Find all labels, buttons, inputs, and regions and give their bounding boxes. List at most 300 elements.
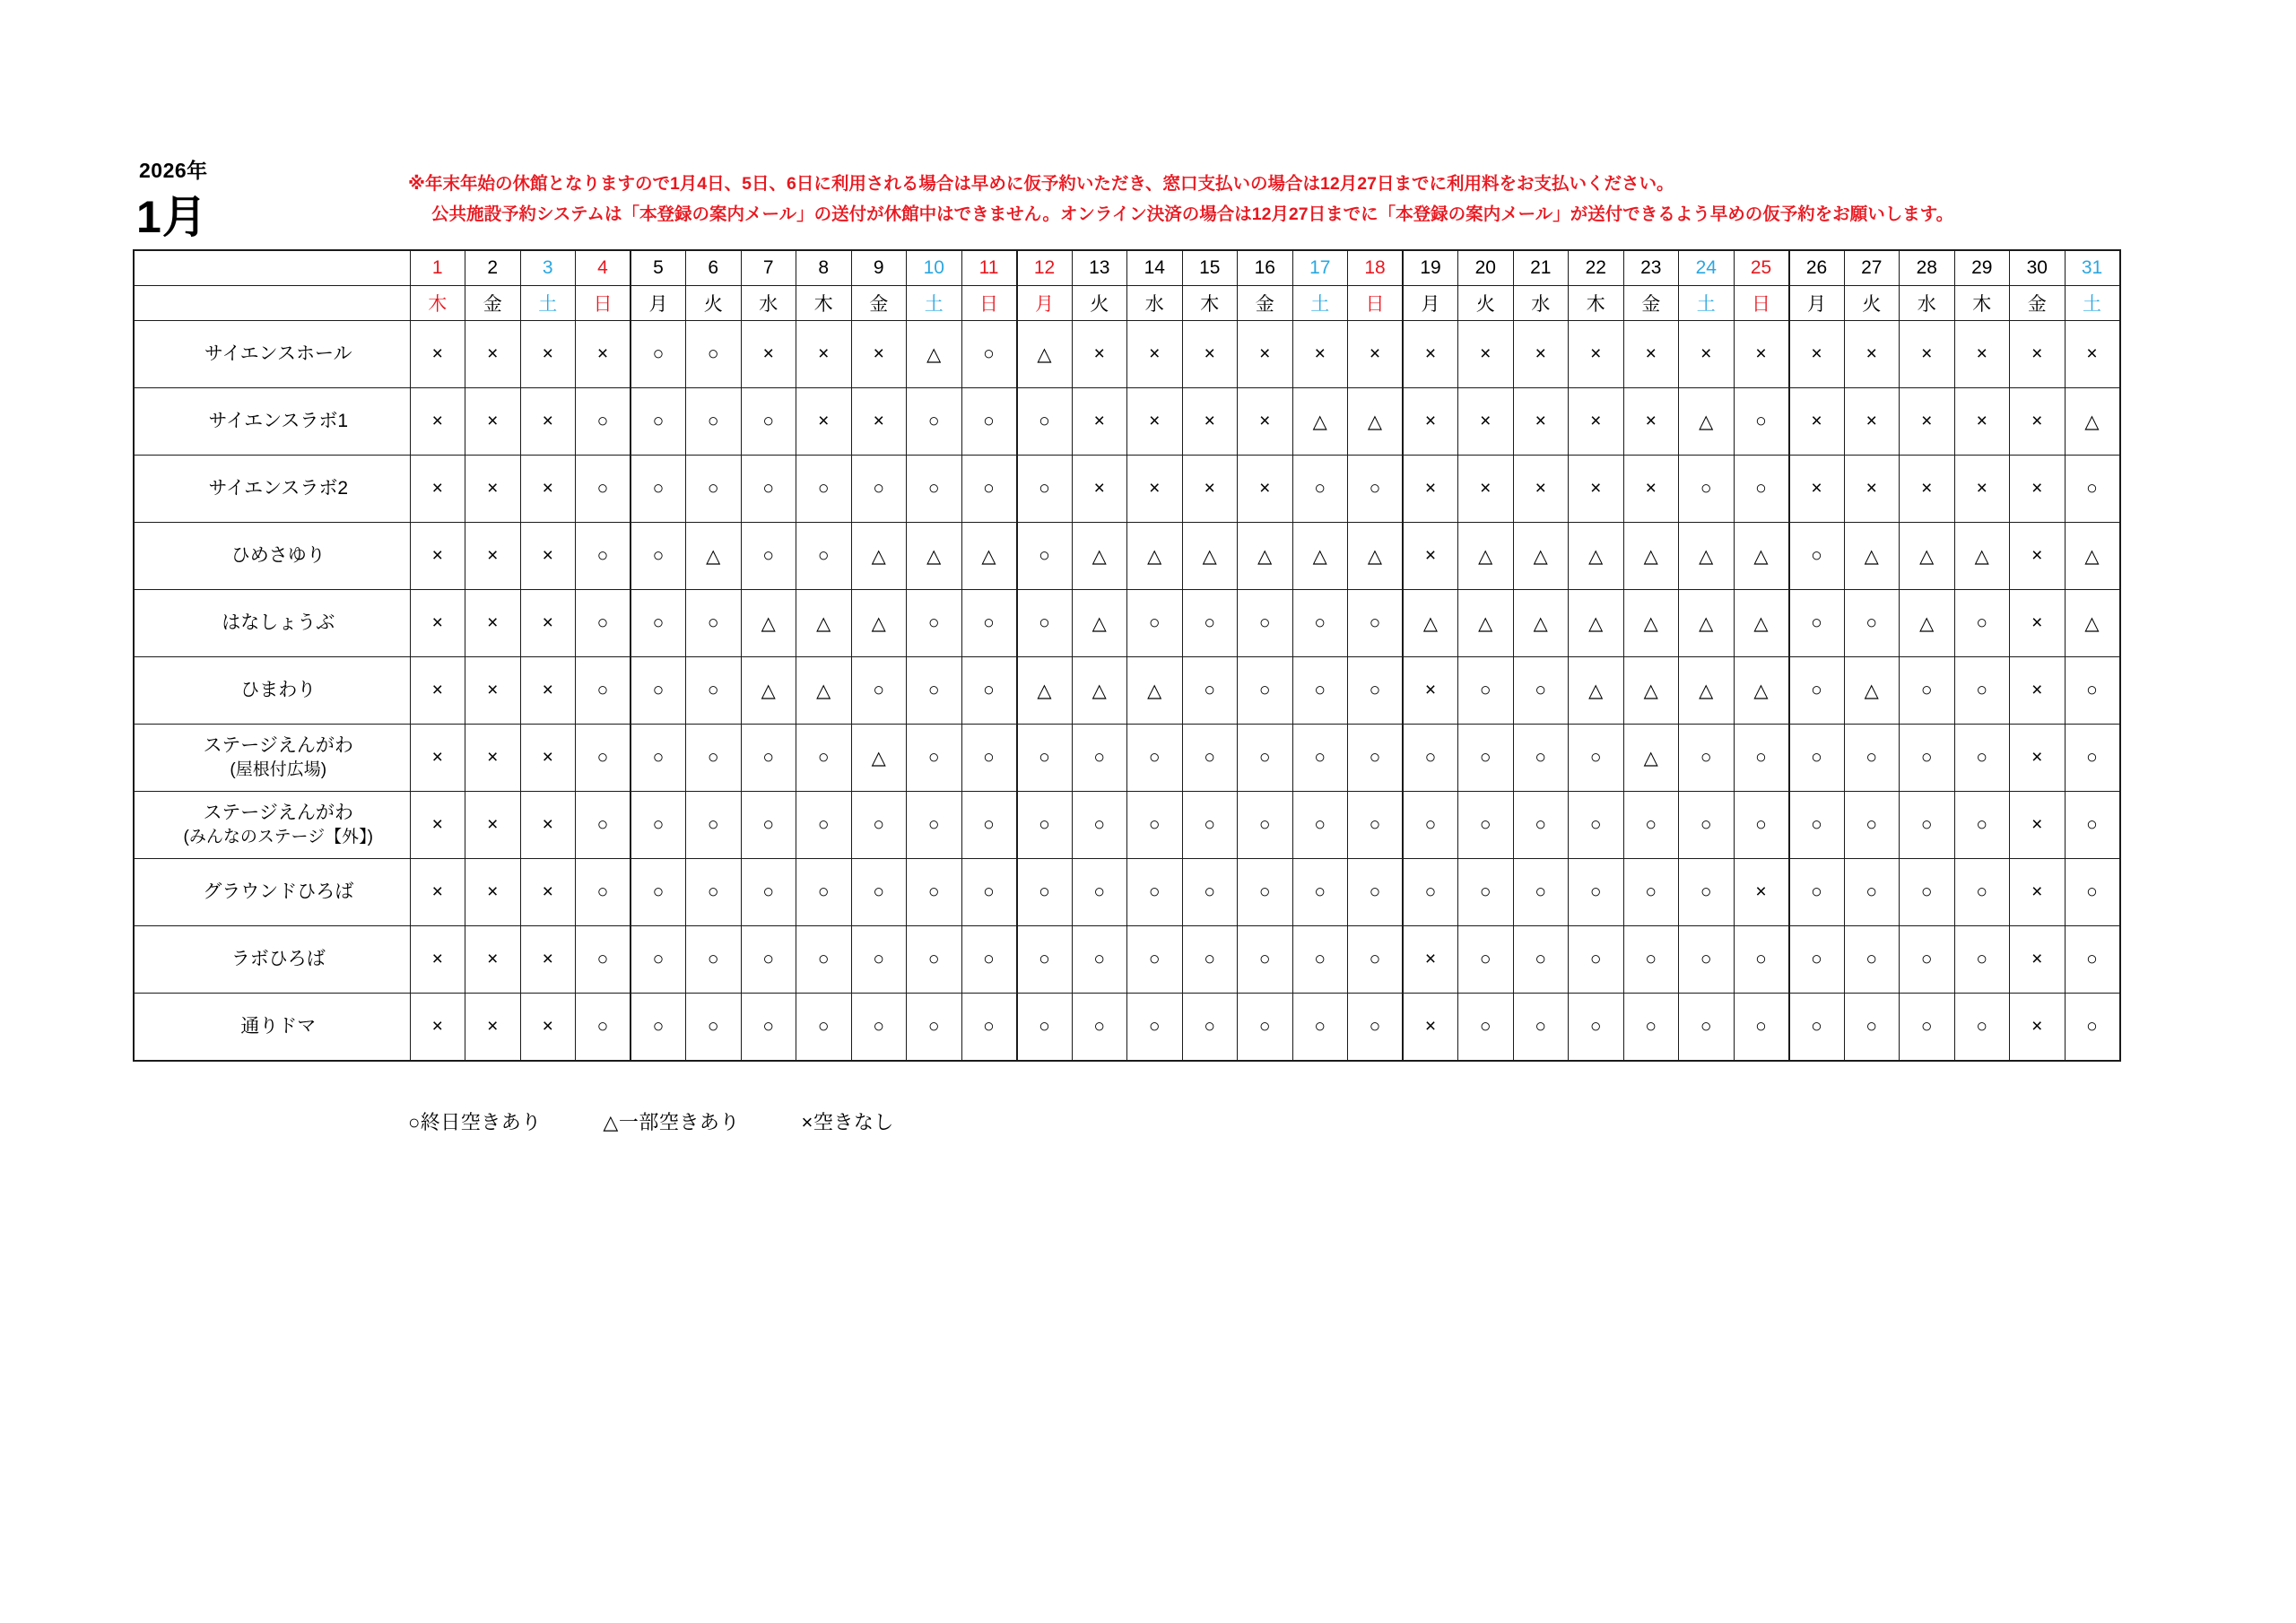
- availability-cell[interactable]: ×: [2010, 523, 2066, 590]
- availability-cell[interactable]: △: [1679, 590, 1735, 657]
- availability-cell[interactable]: ×: [465, 456, 521, 523]
- availability-cell[interactable]: ×: [1569, 456, 1624, 523]
- availability-cell[interactable]: ×: [1623, 388, 1679, 456]
- availability-cell[interactable]: △: [1348, 523, 1404, 590]
- availability-cell[interactable]: ○: [576, 926, 631, 994]
- availability-cell[interactable]: ○: [961, 456, 1017, 523]
- availability-cell[interactable]: ×: [2065, 321, 2120, 388]
- availability-cell[interactable]: ○: [1238, 792, 1293, 859]
- availability-cell[interactable]: ○: [1127, 994, 1183, 1062]
- availability-cell[interactable]: ×: [1403, 456, 1458, 523]
- availability-cell[interactable]: ○: [741, 994, 796, 1062]
- availability-cell[interactable]: ○: [907, 926, 962, 994]
- availability-cell[interactable]: ○: [1513, 657, 1569, 725]
- availability-cell[interactable]: ○: [1844, 859, 1900, 926]
- availability-cell[interactable]: ○: [1292, 792, 1348, 859]
- availability-cell[interactable]: ○: [1017, 859, 1073, 926]
- availability-cell[interactable]: ×: [1403, 523, 1458, 590]
- availability-cell[interactable]: ×: [2010, 321, 2066, 388]
- availability-cell[interactable]: ×: [410, 994, 465, 1062]
- availability-cell[interactable]: △: [961, 523, 1017, 590]
- availability-cell[interactable]: ×: [1954, 388, 2010, 456]
- availability-cell[interactable]: △: [907, 523, 962, 590]
- availability-cell[interactable]: △: [1679, 388, 1735, 456]
- availability-cell[interactable]: ○: [1292, 994, 1348, 1062]
- availability-cell[interactable]: ○: [1127, 590, 1183, 657]
- availability-cell[interactable]: ×: [1623, 321, 1679, 388]
- availability-cell[interactable]: ×: [851, 321, 907, 388]
- availability-cell[interactable]: ○: [907, 859, 962, 926]
- availability-cell[interactable]: ○: [1072, 792, 1127, 859]
- availability-cell[interactable]: ○: [907, 657, 962, 725]
- availability-cell[interactable]: ○: [576, 994, 631, 1062]
- availability-cell[interactable]: ○: [741, 388, 796, 456]
- availability-cell[interactable]: △: [1734, 590, 1789, 657]
- availability-cell[interactable]: ○: [851, 859, 907, 926]
- availability-cell[interactable]: ○: [1844, 725, 1900, 792]
- availability-cell[interactable]: ○: [1844, 590, 1900, 657]
- availability-cell[interactable]: ○: [631, 321, 686, 388]
- availability-cell[interactable]: ×: [1513, 388, 1569, 456]
- availability-cell[interactable]: △: [1900, 590, 1955, 657]
- availability-cell[interactable]: ○: [1182, 725, 1238, 792]
- availability-cell[interactable]: ○: [961, 725, 1017, 792]
- availability-cell[interactable]: ×: [1458, 388, 1514, 456]
- availability-cell[interactable]: ×: [465, 523, 521, 590]
- availability-cell[interactable]: ×: [465, 388, 521, 456]
- availability-cell[interactable]: △: [1734, 657, 1789, 725]
- availability-cell[interactable]: ×: [1072, 321, 1127, 388]
- availability-cell[interactable]: ○: [1623, 859, 1679, 926]
- availability-cell[interactable]: ○: [1348, 792, 1404, 859]
- availability-cell[interactable]: ×: [465, 725, 521, 792]
- availability-cell[interactable]: ×: [1458, 456, 1514, 523]
- availability-cell[interactable]: ○: [1127, 926, 1183, 994]
- availability-cell[interactable]: ○: [576, 456, 631, 523]
- availability-cell[interactable]: ○: [1072, 859, 1127, 926]
- availability-cell[interactable]: ○: [1458, 859, 1514, 926]
- availability-cell[interactable]: ○: [1182, 657, 1238, 725]
- availability-cell[interactable]: ×: [520, 523, 576, 590]
- availability-cell[interactable]: △: [1513, 590, 1569, 657]
- availability-cell[interactable]: ○: [686, 321, 742, 388]
- availability-cell[interactable]: ○: [631, 994, 686, 1062]
- availability-cell[interactable]: ○: [961, 388, 1017, 456]
- availability-cell[interactable]: ×: [410, 657, 465, 725]
- availability-cell[interactable]: △: [1679, 523, 1735, 590]
- availability-cell[interactable]: ×: [410, 792, 465, 859]
- availability-cell[interactable]: ○: [1292, 725, 1348, 792]
- availability-cell[interactable]: ○: [741, 792, 796, 859]
- availability-cell[interactable]: ○: [631, 590, 686, 657]
- availability-cell[interactable]: ×: [2010, 994, 2066, 1062]
- availability-cell[interactable]: ○: [1900, 994, 1955, 1062]
- availability-cell[interactable]: ○: [1403, 725, 1458, 792]
- availability-cell[interactable]: ○: [2065, 926, 2120, 994]
- availability-cell[interactable]: ×: [410, 321, 465, 388]
- availability-cell[interactable]: ○: [1679, 859, 1735, 926]
- availability-cell[interactable]: ○: [686, 859, 742, 926]
- availability-cell[interactable]: △: [741, 590, 796, 657]
- availability-cell[interactable]: ○: [1900, 926, 1955, 994]
- availability-cell[interactable]: ○: [907, 994, 962, 1062]
- availability-cell[interactable]: △: [1017, 321, 1073, 388]
- availability-cell[interactable]: ○: [796, 792, 852, 859]
- availability-cell[interactable]: ○: [1569, 725, 1624, 792]
- availability-cell[interactable]: ○: [1623, 926, 1679, 994]
- availability-cell[interactable]: △: [1569, 657, 1624, 725]
- availability-cell[interactable]: ×: [576, 321, 631, 388]
- availability-cell[interactable]: ×: [410, 926, 465, 994]
- availability-cell[interactable]: ○: [1458, 792, 1514, 859]
- availability-cell[interactable]: ○: [1789, 926, 1845, 994]
- availability-cell[interactable]: ○: [1348, 994, 1404, 1062]
- availability-cell[interactable]: △: [2065, 590, 2120, 657]
- availability-cell[interactable]: ○: [1017, 994, 1073, 1062]
- availability-cell[interactable]: ○: [576, 657, 631, 725]
- availability-cell[interactable]: ○: [961, 859, 1017, 926]
- availability-cell[interactable]: ○: [1238, 725, 1293, 792]
- availability-cell[interactable]: ×: [520, 388, 576, 456]
- availability-cell[interactable]: ×: [1789, 456, 1845, 523]
- availability-cell[interactable]: ×: [1569, 388, 1624, 456]
- availability-cell[interactable]: ×: [1679, 321, 1735, 388]
- availability-cell[interactable]: ○: [1900, 792, 1955, 859]
- availability-cell[interactable]: ○: [1789, 657, 1845, 725]
- availability-cell[interactable]: ○: [741, 456, 796, 523]
- availability-cell[interactable]: ×: [520, 590, 576, 657]
- availability-cell[interactable]: ○: [1569, 994, 1624, 1062]
- availability-cell[interactable]: ×: [1954, 321, 2010, 388]
- availability-cell[interactable]: ○: [1513, 859, 1569, 926]
- availability-cell[interactable]: ○: [1954, 725, 2010, 792]
- availability-cell[interactable]: △: [1513, 523, 1569, 590]
- availability-cell[interactable]: △: [851, 590, 907, 657]
- availability-cell[interactable]: ○: [686, 792, 742, 859]
- availability-cell[interactable]: ○: [1513, 792, 1569, 859]
- availability-cell[interactable]: ×: [410, 523, 465, 590]
- availability-cell[interactable]: △: [1182, 523, 1238, 590]
- availability-cell[interactable]: ○: [961, 657, 1017, 725]
- availability-cell[interactable]: ○: [1789, 725, 1845, 792]
- availability-cell[interactable]: ○: [851, 994, 907, 1062]
- availability-cell[interactable]: ○: [631, 926, 686, 994]
- availability-cell[interactable]: ×: [796, 388, 852, 456]
- availability-cell[interactable]: ○: [1734, 994, 1789, 1062]
- availability-cell[interactable]: △: [1569, 523, 1624, 590]
- availability-cell[interactable]: ○: [686, 388, 742, 456]
- availability-cell[interactable]: ○: [1017, 926, 1073, 994]
- availability-cell[interactable]: ×: [520, 859, 576, 926]
- availability-cell[interactable]: ○: [1789, 523, 1845, 590]
- availability-cell[interactable]: △: [1348, 388, 1404, 456]
- availability-cell[interactable]: △: [1954, 523, 2010, 590]
- availability-cell[interactable]: ×: [520, 926, 576, 994]
- availability-cell[interactable]: ○: [576, 859, 631, 926]
- availability-cell[interactable]: ○: [686, 725, 742, 792]
- availability-cell[interactable]: ×: [2010, 926, 2066, 994]
- availability-cell[interactable]: ○: [1292, 657, 1348, 725]
- availability-cell[interactable]: ○: [686, 657, 742, 725]
- availability-cell[interactable]: ×: [1900, 456, 1955, 523]
- availability-cell[interactable]: ○: [1679, 725, 1735, 792]
- availability-cell[interactable]: ×: [465, 994, 521, 1062]
- availability-cell[interactable]: ○: [2065, 792, 2120, 859]
- availability-cell[interactable]: ○: [907, 388, 962, 456]
- availability-cell[interactable]: ×: [520, 657, 576, 725]
- availability-cell[interactable]: ○: [1292, 859, 1348, 926]
- availability-cell[interactable]: ○: [741, 859, 796, 926]
- availability-cell[interactable]: ○: [1789, 859, 1845, 926]
- availability-cell[interactable]: ○: [1679, 994, 1735, 1062]
- availability-cell[interactable]: ○: [796, 859, 852, 926]
- availability-cell[interactable]: △: [851, 523, 907, 590]
- availability-cell[interactable]: ○: [1072, 994, 1127, 1062]
- availability-cell[interactable]: ○: [631, 523, 686, 590]
- availability-cell[interactable]: ○: [1017, 523, 1073, 590]
- availability-cell[interactable]: ○: [1182, 590, 1238, 657]
- availability-cell[interactable]: ○: [2065, 859, 2120, 926]
- availability-cell[interactable]: △: [1900, 523, 1955, 590]
- availability-cell[interactable]: ×: [1900, 388, 1955, 456]
- availability-cell[interactable]: ×: [465, 926, 521, 994]
- availability-cell[interactable]: ○: [1954, 994, 2010, 1062]
- availability-cell[interactable]: ○: [1127, 792, 1183, 859]
- availability-cell[interactable]: ×: [1513, 321, 1569, 388]
- availability-cell[interactable]: ×: [465, 321, 521, 388]
- availability-cell[interactable]: ○: [631, 456, 686, 523]
- availability-cell[interactable]: ○: [851, 657, 907, 725]
- availability-cell[interactable]: ○: [1238, 657, 1293, 725]
- availability-cell[interactable]: ×: [2010, 388, 2066, 456]
- availability-cell[interactable]: ×: [1127, 321, 1183, 388]
- availability-cell[interactable]: ○: [741, 926, 796, 994]
- availability-cell[interactable]: ○: [576, 792, 631, 859]
- availability-cell[interactable]: ○: [631, 388, 686, 456]
- availability-cell[interactable]: ×: [2010, 456, 2066, 523]
- availability-cell[interactable]: ○: [2065, 657, 2120, 725]
- availability-cell[interactable]: ×: [1844, 321, 1900, 388]
- availability-cell[interactable]: ×: [1569, 321, 1624, 388]
- availability-cell[interactable]: ○: [1789, 792, 1845, 859]
- availability-cell[interactable]: ○: [1348, 657, 1404, 725]
- availability-cell[interactable]: ○: [631, 859, 686, 926]
- availability-cell[interactable]: ○: [1348, 926, 1404, 994]
- availability-cell[interactable]: ○: [1569, 859, 1624, 926]
- availability-cell[interactable]: ○: [686, 456, 742, 523]
- availability-cell[interactable]: ○: [1017, 456, 1073, 523]
- availability-cell[interactable]: ○: [1238, 859, 1293, 926]
- availability-cell[interactable]: ○: [1623, 994, 1679, 1062]
- availability-cell[interactable]: △: [1072, 523, 1127, 590]
- availability-cell[interactable]: ○: [1182, 792, 1238, 859]
- availability-cell[interactable]: △: [796, 590, 852, 657]
- availability-cell[interactable]: ○: [1182, 926, 1238, 994]
- availability-cell[interactable]: ○: [851, 792, 907, 859]
- availability-cell[interactable]: ○: [1844, 792, 1900, 859]
- availability-cell[interactable]: ○: [1900, 859, 1955, 926]
- availability-cell[interactable]: ○: [1844, 994, 1900, 1062]
- availability-cell[interactable]: ○: [1789, 590, 1845, 657]
- availability-cell[interactable]: ×: [465, 657, 521, 725]
- availability-cell[interactable]: △: [1844, 523, 1900, 590]
- availability-cell[interactable]: ○: [1072, 725, 1127, 792]
- availability-cell[interactable]: ○: [686, 590, 742, 657]
- availability-cell[interactable]: ○: [961, 590, 1017, 657]
- availability-cell[interactable]: ×: [520, 456, 576, 523]
- availability-cell[interactable]: ×: [1513, 456, 1569, 523]
- availability-cell[interactable]: ×: [410, 725, 465, 792]
- availability-cell[interactable]: ○: [1734, 926, 1789, 994]
- availability-cell[interactable]: ×: [520, 321, 576, 388]
- availability-cell[interactable]: ○: [1734, 456, 1789, 523]
- availability-cell[interactable]: ○: [1789, 994, 1845, 1062]
- availability-cell[interactable]: ○: [1348, 590, 1404, 657]
- availability-cell[interactable]: ○: [1569, 792, 1624, 859]
- availability-cell[interactable]: ×: [1734, 859, 1789, 926]
- availability-cell[interactable]: ×: [2010, 657, 2066, 725]
- availability-cell[interactable]: ○: [1734, 792, 1789, 859]
- availability-cell[interactable]: ○: [576, 590, 631, 657]
- availability-cell[interactable]: ×: [1623, 456, 1679, 523]
- availability-cell[interactable]: △: [851, 725, 907, 792]
- availability-cell[interactable]: ○: [1900, 725, 1955, 792]
- availability-cell[interactable]: ○: [907, 456, 962, 523]
- availability-cell[interactable]: ○: [631, 725, 686, 792]
- availability-cell[interactable]: ○: [1403, 792, 1458, 859]
- availability-cell[interactable]: ×: [1348, 321, 1404, 388]
- availability-cell[interactable]: ×: [796, 321, 852, 388]
- availability-cell[interactable]: ○: [1348, 725, 1404, 792]
- availability-cell[interactable]: ○: [851, 926, 907, 994]
- availability-cell[interactable]: ○: [1458, 657, 1514, 725]
- availability-cell[interactable]: ×: [410, 859, 465, 926]
- availability-cell[interactable]: △: [907, 321, 962, 388]
- availability-cell[interactable]: ×: [2010, 792, 2066, 859]
- availability-cell[interactable]: ○: [741, 523, 796, 590]
- availability-cell[interactable]: ○: [907, 792, 962, 859]
- availability-cell[interactable]: ○: [2065, 456, 2120, 523]
- availability-cell[interactable]: ○: [1679, 456, 1735, 523]
- availability-cell[interactable]: ○: [1679, 926, 1735, 994]
- availability-cell[interactable]: ×: [1238, 456, 1293, 523]
- availability-cell[interactable]: ×: [1734, 321, 1789, 388]
- availability-cell[interactable]: △: [796, 657, 852, 725]
- availability-cell[interactable]: △: [1127, 523, 1183, 590]
- availability-cell[interactable]: ×: [465, 590, 521, 657]
- availability-cell[interactable]: ○: [1238, 994, 1293, 1062]
- availability-cell[interactable]: ×: [1072, 388, 1127, 456]
- availability-cell[interactable]: ○: [796, 523, 852, 590]
- availability-cell[interactable]: ○: [1127, 725, 1183, 792]
- availability-cell[interactable]: ○: [576, 388, 631, 456]
- availability-cell[interactable]: ○: [1017, 725, 1073, 792]
- availability-cell[interactable]: ○: [1458, 926, 1514, 994]
- availability-cell[interactable]: ○: [686, 926, 742, 994]
- availability-cell[interactable]: ○: [631, 792, 686, 859]
- availability-cell[interactable]: △: [1292, 388, 1348, 456]
- availability-cell[interactable]: ×: [410, 590, 465, 657]
- availability-cell[interactable]: ○: [1292, 926, 1348, 994]
- availability-cell[interactable]: ○: [1348, 456, 1404, 523]
- availability-cell[interactable]: ○: [1017, 792, 1073, 859]
- availability-cell[interactable]: ×: [1182, 388, 1238, 456]
- availability-cell[interactable]: ○: [1458, 994, 1514, 1062]
- availability-cell[interactable]: ○: [1513, 994, 1569, 1062]
- availability-cell[interactable]: ×: [465, 792, 521, 859]
- availability-cell[interactable]: ×: [520, 792, 576, 859]
- availability-cell[interactable]: ○: [961, 926, 1017, 994]
- availability-cell[interactable]: ×: [410, 388, 465, 456]
- availability-cell[interactable]: ○: [1072, 926, 1127, 994]
- availability-cell[interactable]: ○: [1954, 926, 2010, 994]
- availability-cell[interactable]: ○: [907, 590, 962, 657]
- availability-cell[interactable]: ○: [1017, 590, 1073, 657]
- availability-cell[interactable]: △: [1403, 590, 1458, 657]
- availability-cell[interactable]: ○: [576, 523, 631, 590]
- availability-cell[interactable]: ○: [1513, 725, 1569, 792]
- availability-cell[interactable]: ×: [1127, 456, 1183, 523]
- availability-cell[interactable]: ○: [907, 725, 962, 792]
- availability-cell[interactable]: △: [1238, 523, 1293, 590]
- availability-cell[interactable]: ○: [1292, 590, 1348, 657]
- availability-cell[interactable]: ×: [1954, 456, 2010, 523]
- availability-cell[interactable]: ×: [1238, 321, 1293, 388]
- availability-cell[interactable]: ×: [1458, 321, 1514, 388]
- availability-cell[interactable]: ×: [410, 456, 465, 523]
- availability-cell[interactable]: △: [1072, 657, 1127, 725]
- availability-cell[interactable]: ○: [741, 725, 796, 792]
- availability-cell[interactable]: △: [741, 657, 796, 725]
- availability-cell[interactable]: ○: [1182, 994, 1238, 1062]
- availability-cell[interactable]: ×: [1403, 321, 1458, 388]
- availability-cell[interactable]: ○: [576, 725, 631, 792]
- availability-cell[interactable]: ○: [796, 994, 852, 1062]
- availability-cell[interactable]: △: [1679, 657, 1735, 725]
- availability-cell[interactable]: ○: [1569, 926, 1624, 994]
- availability-cell[interactable]: ○: [2065, 725, 2120, 792]
- availability-cell[interactable]: ×: [851, 388, 907, 456]
- availability-cell[interactable]: ×: [520, 994, 576, 1062]
- availability-cell[interactable]: ○: [1623, 792, 1679, 859]
- availability-cell[interactable]: ×: [1789, 321, 1845, 388]
- availability-cell[interactable]: △: [686, 523, 742, 590]
- availability-cell[interactable]: ○: [1679, 792, 1735, 859]
- availability-cell[interactable]: ○: [796, 926, 852, 994]
- availability-cell[interactable]: ○: [1954, 590, 2010, 657]
- availability-cell[interactable]: △: [1292, 523, 1348, 590]
- availability-cell[interactable]: ○: [1348, 859, 1404, 926]
- availability-cell[interactable]: ×: [465, 859, 521, 926]
- availability-cell[interactable]: ○: [1403, 859, 1458, 926]
- availability-cell[interactable]: △: [1017, 657, 1073, 725]
- availability-cell[interactable]: ○: [1513, 926, 1569, 994]
- availability-cell[interactable]: ×: [1238, 388, 1293, 456]
- availability-cell[interactable]: ○: [851, 456, 907, 523]
- availability-cell[interactable]: △: [2065, 523, 2120, 590]
- availability-cell[interactable]: ○: [2065, 994, 2120, 1062]
- availability-cell[interactable]: ×: [2010, 725, 2066, 792]
- availability-cell[interactable]: ○: [1182, 859, 1238, 926]
- availability-cell[interactable]: ×: [1127, 388, 1183, 456]
- availability-cell[interactable]: ○: [1734, 388, 1789, 456]
- availability-cell[interactable]: ×: [2010, 859, 2066, 926]
- availability-cell[interactable]: ○: [1017, 388, 1073, 456]
- availability-cell[interactable]: ×: [2010, 590, 2066, 657]
- availability-cell[interactable]: ○: [796, 456, 852, 523]
- availability-cell[interactable]: ×: [1072, 456, 1127, 523]
- availability-cell[interactable]: ×: [1403, 994, 1458, 1062]
